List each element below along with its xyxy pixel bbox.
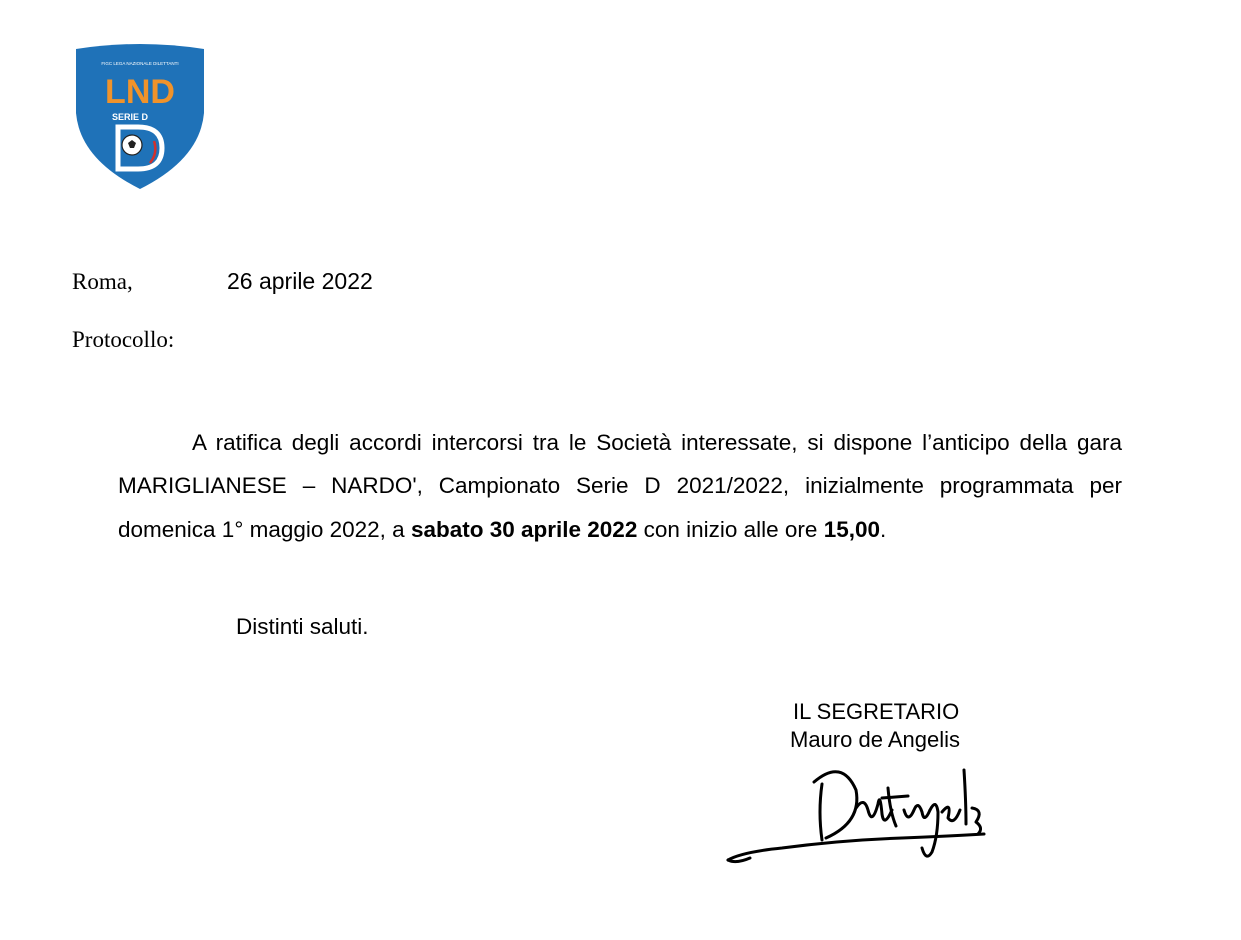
handwritten-signature [722, 752, 992, 870]
logo-acronym: LND [105, 73, 175, 111]
body-text-part-2: con inizio alle ore [637, 516, 824, 542]
body-paragraph [118, 421, 1122, 551]
logo-top-text: FIGC LEGA NAZIONALE DILETTANTI [101, 61, 179, 66]
protocol-label: Protocollo: [72, 327, 175, 352]
body-bold-time: 15,00 [823, 516, 881, 542]
lnd-serie-d-logo [74, 41, 206, 191]
signatory-title: IL SEGRETARIO [793, 699, 960, 724]
body-text-part-1: A ratifica degli accordi intercorsi tra le Società interessate, si dispone l’anticipo della gara MARIGLIANESE – NARDO', Campionato Serie D 2021/2022, inizialmente programmata per domenica 1° maggio 2022, a [118, 430, 1122, 542]
place-text: Roma, [72, 269, 133, 294]
closing-text: Distinti saluti. [236, 614, 369, 639]
signatory-name: Mauro de Angelis [790, 727, 960, 752]
date-text: 26 aprile 2022 [227, 268, 373, 294]
body-text-part-3: . [880, 516, 887, 542]
body-bold-date: sabato 30 aprile 2022 [410, 516, 638, 542]
logo-sub-text: SERIE D [111, 112, 149, 122]
